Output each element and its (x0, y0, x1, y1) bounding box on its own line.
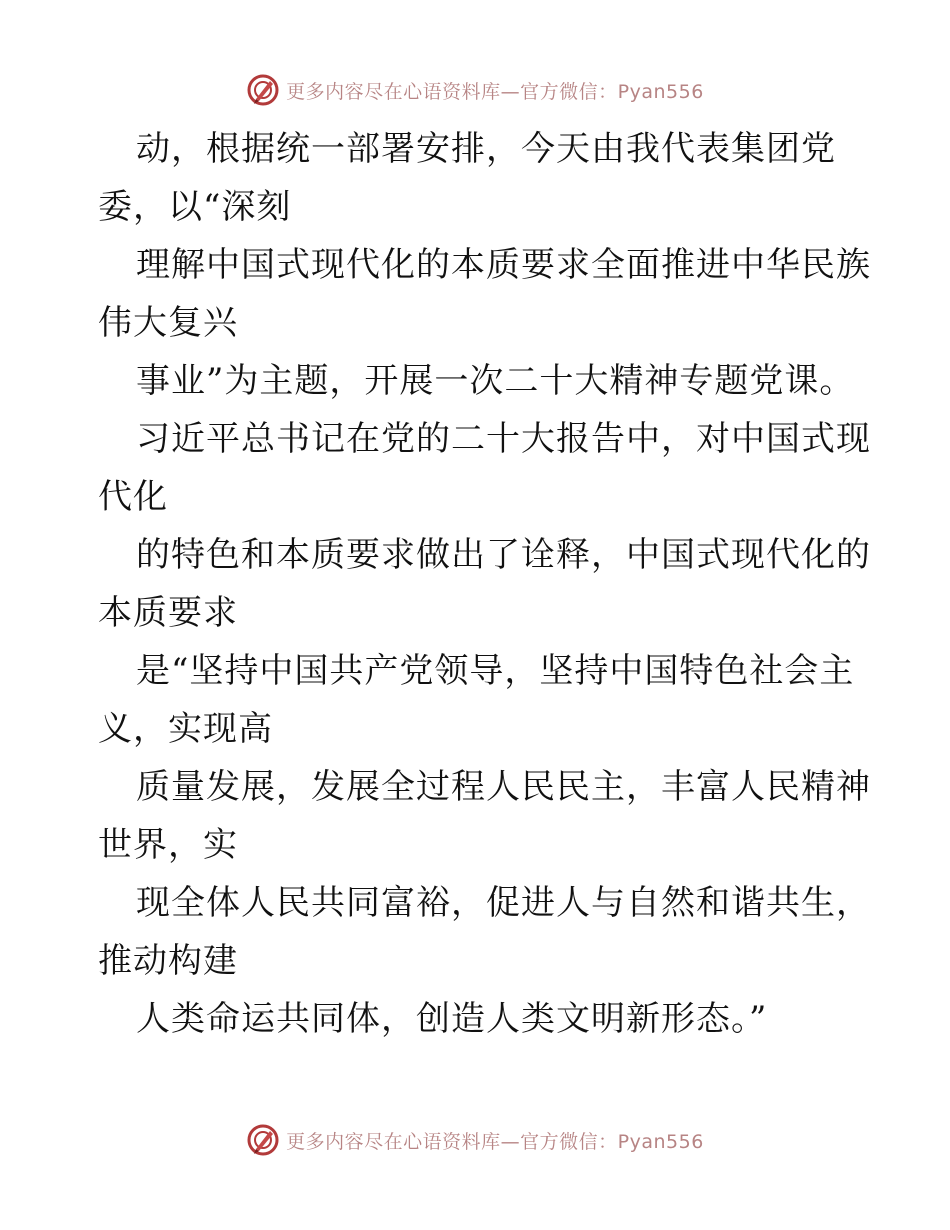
text-line: 本质要求 (98, 593, 238, 633)
text-line: 代化 (98, 477, 168, 517)
footer-banner-text: 更多内容尽在心语资料库—官方微信：Pyan556 (286, 1130, 704, 1153)
text-line: 委，以“深刻 (98, 187, 292, 227)
header-banner-text: 更多内容尽在心语资料库—官方微信：Pyan556 (286, 80, 704, 103)
header-banner (0, 70, 950, 110)
text-line: 质量发展，发展全过程人民民主，丰富人民精神 (136, 767, 871, 807)
text-line: 动，根据统一部署安排，今天由我代表集团党 (136, 129, 836, 169)
text-line: 人类命运共同体，创造人类文明新形态。” (136, 999, 768, 1039)
document-body (98, 120, 871, 1048)
red-circle-pen-logo-icon (246, 1123, 280, 1157)
text-line: 习近平总书记在党的二十大报告中，对中国式现 (136, 419, 871, 459)
text-line: 推动构建 (98, 941, 238, 981)
text-line: 理解中国式现代化的本质要求全面推进中华民族 (136, 245, 871, 285)
text-line: 世界，实 (98, 825, 238, 865)
text-line: 事业”为主题，开展一次二十大精神专题党课。 (136, 361, 855, 401)
text-line: 现全体人民共同富裕，促进人与自然和谐共生， (136, 883, 871, 923)
red-circle-pen-logo-icon (246, 73, 280, 107)
text-line: 义，实现高 (98, 709, 273, 749)
text-line: 的特色和本质要求做出了诠释，中国式现代化的 (136, 535, 871, 575)
text-line: 是“坚持中国共产党领导，坚持中国特色社会主 (136, 651, 855, 691)
footer-banner (0, 1120, 950, 1160)
text-line: 伟大复兴 (98, 303, 238, 343)
